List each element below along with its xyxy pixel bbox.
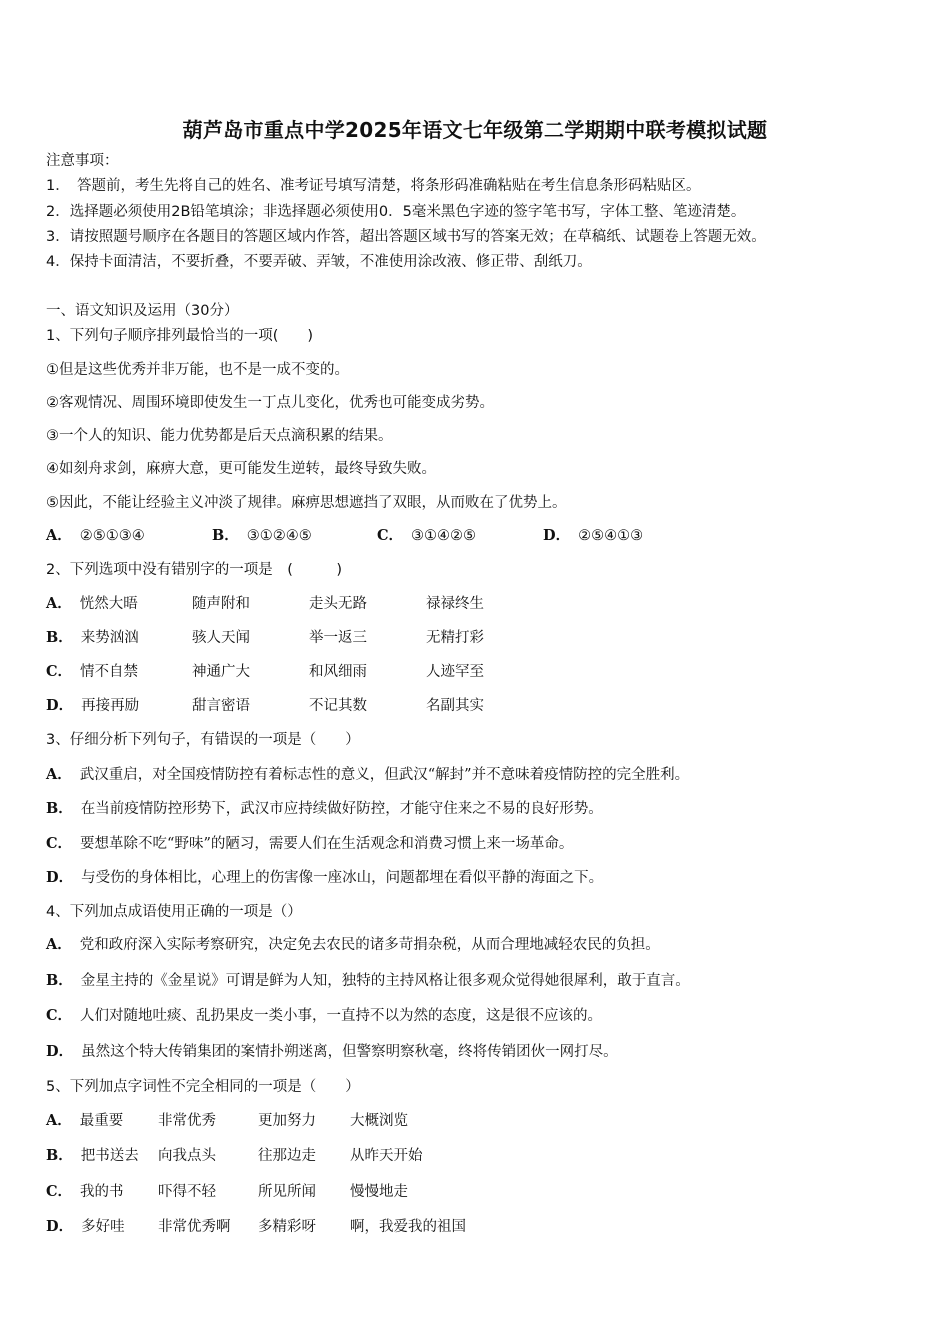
option-text: 与受伤的身体相比，心理上的伤害像一座冰山，问题都埋在看似平静的海面之下。 [81, 870, 604, 886]
option-cell: 我的书 [80, 1184, 124, 1200]
option-text: 人们对随地吐痰、乱扔果皮一类小事，一直持不以为然的态度，这是很不应该的。 [80, 1008, 603, 1024]
q1-stem: 1、下列句子顺序排列最恰当的一项( ) [46, 328, 314, 344]
option-label: D． [46, 697, 74, 714]
option-label: C． [377, 527, 404, 544]
option-text: ③①②④⑤ [246, 528, 312, 544]
q3-option-a [46, 765, 689, 785]
q3-option-d [46, 868, 603, 888]
option-label: B． [46, 1147, 73, 1164]
option-cell: 情不自禁 [80, 664, 139, 680]
notice-item-2: 2．选择题必须使用2B铅笔填涂；非选择题必须使用0．5毫米黑色字迹的签字笔书写，字体工整、笔迹清楚。 [46, 204, 746, 220]
option-label: D． [46, 1218, 74, 1235]
option-cell: 禄禄终生 [426, 596, 484, 612]
option-cell: 人迹罕至 [426, 664, 484, 680]
q1-sentence-3: ③一个人的知识、能力优势都是后天点滴积累的结果。 [46, 428, 393, 444]
option-text: 虽然这个特大传销集团的案情扑朔迷离，但警察明察秋毫，终将传销团伙一网打尽。 [81, 1044, 618, 1060]
option-cell: 更加努力 [258, 1113, 316, 1129]
q2-option-d [46, 696, 139, 716]
option-cell: 最重要 [79, 1113, 124, 1129]
option-cell: 从昨天开始 [350, 1148, 423, 1164]
section-heading: 一、语文知识及运用（30分） [46, 303, 239, 319]
option-label: B． [46, 629, 73, 646]
option-text: 武汉重启，对全国疫情防控有着标志性的意义，但武汉“解封”并不意味着疫情防控的完全胜利。 [79, 767, 690, 783]
q1-sentence-1: ①但是这些优秀并非万能，也不是一成不变的。 [46, 362, 349, 378]
q4-option-b [46, 971, 690, 991]
notice-item-1: 1． 答题前，考生先将自己的姓名、准考证号填写清楚，将条形码准确粘贴在考生信息条形码粘贴区。 [46, 178, 701, 194]
option-text: ②⑤④①③ [578, 528, 644, 544]
q5-option-c [46, 1182, 124, 1202]
q1-sentence-5: ⑤因此，不能让经验主义冲淡了规律。麻痹思想遮挡了双眼，从而败在了优势上。 [46, 495, 567, 511]
option-label: D． [543, 527, 571, 544]
option-text: 在当前疫情防控形势下，武汉市应持续做好防控，才能守住来之不易的良好形势。 [80, 801, 603, 817]
option-cell: 来势汹汹 [80, 630, 139, 646]
option-cell: 举一返三 [309, 630, 367, 646]
option-cell: 把书送去 [80, 1148, 139, 1164]
q1-option-a [46, 526, 145, 546]
q4-option-c [46, 1006, 602, 1026]
option-cell: 无精打彩 [426, 630, 484, 646]
notice-item-3: 3．请按照题号顺序在各题目的答题区域内作答，超出答题区域书写的答案无效；在草稿纸、试题卷上答题无效。 [46, 229, 766, 245]
option-label: C． [46, 835, 73, 852]
option-text: 金星主持的《金星说》可谓是鲜为人知，独特的主持风格让很多观众觉得她很犀利，敢于直言。 [80, 973, 690, 989]
option-cell: 走头无路 [309, 596, 367, 612]
q2-option-c [46, 662, 138, 682]
option-label: B． [212, 527, 239, 544]
q2-option-a [46, 594, 138, 614]
option-cell: 啊，我爱我的祖国 [350, 1219, 466, 1235]
q3-option-b [46, 799, 603, 819]
option-text: 要想革除不吃“野味”的陋习，需要人们在生活观念和消费习惯上来一场革命。 [80, 836, 574, 852]
option-cell: 大概浏览 [350, 1113, 408, 1129]
q2-stem: 2、下列选项中没有错别字的一项是 ( ) [46, 562, 343, 578]
option-cell: 多精彩呀 [258, 1219, 316, 1235]
option-cell: 神通广大 [192, 664, 250, 680]
q3-option-c [46, 834, 573, 854]
q4-option-d [46, 1042, 618, 1062]
q1-sentence-2: ②客观情况、周围环境即使发生一丁点儿变化，优秀也可能变成劣势。 [46, 395, 494, 411]
option-cell: 往那边走 [258, 1148, 316, 1164]
notice-heading: 注意事项： [46, 153, 119, 169]
q1-option-b [212, 526, 312, 546]
q4-option-a [46, 935, 660, 955]
option-cell: 甜言密语 [192, 698, 250, 714]
option-label: A． [46, 595, 72, 612]
notice-item-4: 4．保持卡面清洁，不要折叠，不要弄破、弄皱，不准使用涂改液、修正带、刮纸刀。 [46, 254, 592, 270]
option-cell: 不记其数 [309, 698, 367, 714]
option-label: C． [46, 1007, 73, 1024]
q4-stem: 4、下列加点成语使用正确的一项是（） [46, 904, 302, 920]
exam-title: 葫芦岛市重点中学2025年语文七年级第二学期期中联考模拟试题 [182, 118, 768, 142]
option-label: A． [46, 936, 72, 953]
option-label: D． [46, 1043, 74, 1060]
option-text: 党和政府深入实际考察研究，决定免去农民的诸多苛捐杂税，从而合理地减轻农民的负担。 [79, 937, 660, 953]
option-cell: 所见所闻 [258, 1184, 316, 1200]
q1-option-c [377, 526, 476, 546]
option-label: C． [46, 1183, 73, 1200]
q2-option-b [46, 628, 139, 648]
q5-option-b [46, 1146, 139, 1166]
option-cell: 慢慢地走 [350, 1184, 408, 1200]
q1-option-d [543, 526, 643, 546]
option-label: B． [46, 972, 73, 989]
option-cell: 随声附和 [192, 596, 250, 612]
option-text: ②⑤①③④ [79, 528, 145, 544]
option-label: D． [46, 869, 74, 886]
option-cell: 和风细雨 [309, 664, 367, 680]
option-cell: 骇人天闻 [192, 630, 250, 646]
q3-stem: 3、仔细分析下列句子，有错误的一项是（ ） [46, 732, 360, 748]
option-label: A． [46, 527, 72, 544]
option-cell: 非常优秀 [158, 1113, 216, 1129]
q1-sentence-4: ④如刻舟求剑，麻痹大意，更可能发生逆转，最终导致失败。 [46, 461, 436, 477]
option-cell: 非常优秀啊 [158, 1219, 231, 1235]
option-label: C． [46, 663, 73, 680]
option-label: A． [46, 1112, 72, 1129]
q5-stem: 5、下列加点字词性不完全相同的一项是（ ） [46, 1079, 360, 1095]
option-cell: 多好哇 [81, 1219, 125, 1235]
q5-option-a [46, 1111, 123, 1131]
option-cell: 向我点头 [158, 1148, 216, 1164]
option-cell: 吓得不轻 [158, 1184, 216, 1200]
option-label: B． [46, 800, 73, 817]
option-cell: 再接再励 [81, 698, 140, 714]
q5-option-d [46, 1217, 125, 1237]
option-label: A． [46, 766, 72, 783]
option-cell: 名副其实 [426, 698, 484, 714]
option-text: ③①④②⑤ [411, 528, 477, 544]
option-cell: 恍然大晤 [79, 596, 138, 612]
